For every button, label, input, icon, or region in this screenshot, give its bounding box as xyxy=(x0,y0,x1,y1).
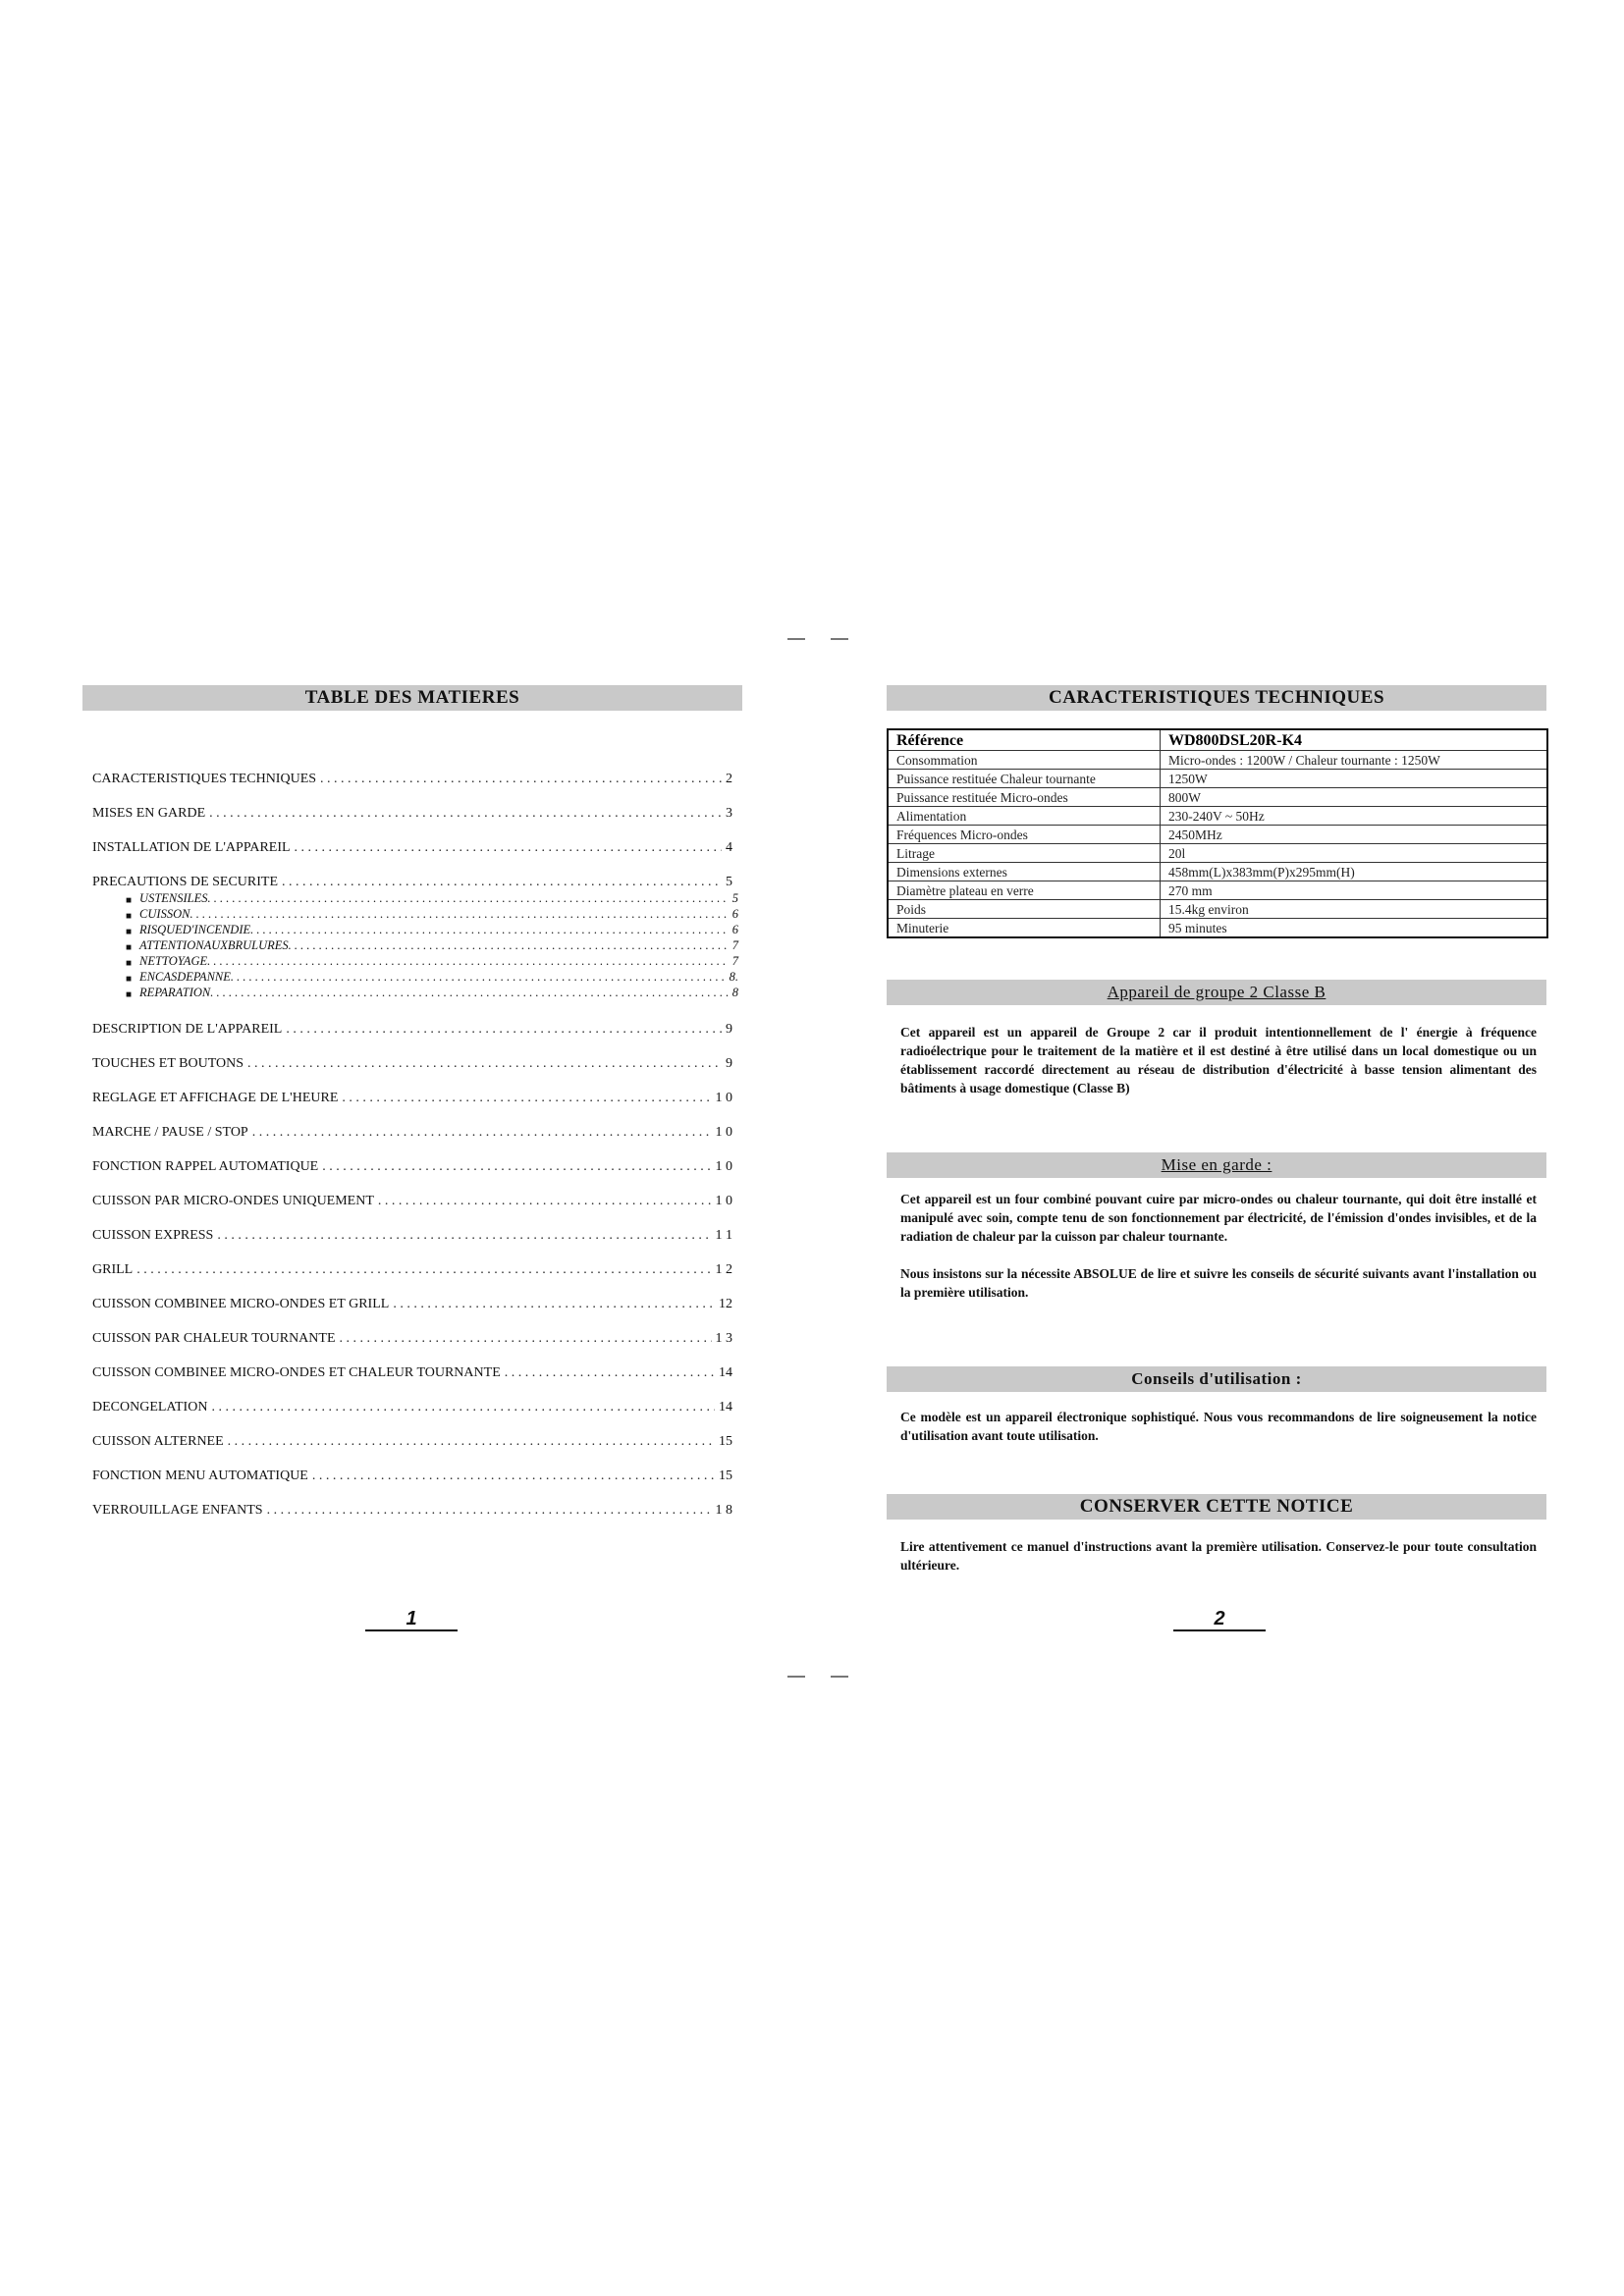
spec-row: Minuterie 95 minutes xyxy=(888,919,1547,938)
page-number: 2 xyxy=(1173,1608,1266,1631)
spec-row: Puissance restituée Chaleur tournante 1250W xyxy=(888,770,1547,788)
section-text: Lire attentivement ce manuel d'instructions avant la première utilisation. Conservez-le pour toute consultation ultérieure. xyxy=(900,1539,1537,1573)
section-text: Ce modèle est un appareil électronique sophistiqué. Nous vous recommandons de lire soigneusement la notice d'utilisation avant toute utilisation. xyxy=(900,1410,1537,1443)
section-heading: Mise en garde : xyxy=(887,1152,1546,1178)
toc-subentry: ■ USTENSILES . . . 5 xyxy=(126,891,738,906)
spec-row: Alimentation 230-240V ~ 50Hz xyxy=(888,807,1547,826)
toc-entry: CUISSON COMBINEE MICRO-ONDES ET GRILL . . . 12 xyxy=(92,1295,732,1312)
page-2 xyxy=(887,685,1546,1629)
toc-entry: MARCHE / PAUSE / STOP . . . 1 0 xyxy=(92,1123,732,1141)
toc-title: TABLE DES MATIERES xyxy=(82,685,742,711)
spec-row: Fréquences Micro-ondes 2450MHz xyxy=(888,826,1547,844)
toc-entry: DECONGELATION . . . 14 xyxy=(92,1398,732,1415)
toc-entry: CARACTERISTIQUES TECHNIQUES . . . 2 xyxy=(92,770,732,787)
toc-subentry: ■ ENCASDEPANNE . . . 8. xyxy=(126,970,738,985)
toc-entry: CUISSON EXPRESS . . . 1 1 xyxy=(92,1226,732,1244)
toc-entry: REGLAGE ET AFFICHAGE DE L'HEURE . . . 1 0 xyxy=(92,1089,732,1106)
toc-entry: VERROUILLAGE ENFANTS . . . 1 8 xyxy=(92,1501,732,1519)
spec-row: Référence WD800DSL20R-K4 xyxy=(888,729,1547,751)
toc-subentry: ■ RISQUED'INCENDIE . . . 6 xyxy=(126,923,738,937)
spec-row: Litrage 20l xyxy=(888,844,1547,863)
page-number: 1 xyxy=(365,1608,458,1631)
crop-mark xyxy=(787,1676,805,1678)
section-text: Cet appareil est un appareil de Groupe 2 car il produit intentionnellement de l' énergie à fréquence radioélectrique pour le traitement de la matière et il est destiné à être utilisé dans un local domestique ou un établissement raccordé directement au réseau de distribution d'électricité à basse tension alimentant des bâtiments à usage domestique (Classe B) xyxy=(900,1025,1537,1095)
crop-mark xyxy=(831,638,848,640)
spec-row: Poids 15.4kg environ xyxy=(888,900,1547,919)
page-1 xyxy=(82,685,742,1629)
toc-entry: PRECAUTIONS DE SECURITE . . . 5 xyxy=(92,873,732,890)
section-text: Cet appareil est un four combiné pouvant cuire par micro-ondes ou chaleur tournante, qui doit être installé et manipulé avec soin, compte tenu de son fonctionnement par électricité, de l'émission d'ondes invisibles, et de la radiation de chaleur par la cuisson par chaleur tournante. Nous insistons sur la nécessite ABSOLUE de lire et suivre les conseils de sécurité suivants avant l'installation ou la première utilisation. xyxy=(900,1192,1537,1300)
crop-mark xyxy=(787,638,805,640)
toc-entry: CUISSON PAR MICRO-ONDES UNIQUEMENT . . . 1 0 xyxy=(92,1192,732,1209)
section-heading: Appareil de groupe 2 Classe B xyxy=(887,980,1546,1005)
crop-mark xyxy=(831,1676,848,1678)
toc-entry: INSTALLATION DE L'APPAREIL . . . 4 xyxy=(92,838,732,856)
toc-entry: MISES EN GARDE . . . 3 xyxy=(92,804,732,822)
toc-entry: CUISSON ALTERNEE . . . 15 xyxy=(92,1432,732,1450)
toc-subentry: ■ CUISSON . . . 6 xyxy=(126,907,738,922)
toc-entry: TOUCHES ET BOUTONS . . . 9 xyxy=(92,1054,732,1072)
toc-entry: FONCTION MENU AUTOMATIQUE . . . 15 xyxy=(92,1467,732,1484)
toc-entry: DESCRIPTION DE L'APPAREIL . . . 9 xyxy=(92,1020,732,1038)
toc-subentry: ■ NETTOYAGE . . . 7 xyxy=(126,954,738,969)
spec-row: Puissance restituée Micro-ondes 800W xyxy=(888,788,1547,807)
toc-subentry: ■ REPARATION . . . 8 xyxy=(126,986,738,1000)
toc-entry: GRILL . . . 1 2 xyxy=(92,1260,732,1278)
spec-row: Consommation Micro-ondes : 1200W / Chaleur tournante : 1250W xyxy=(888,751,1547,770)
section-heading: CONSERVER CETTE NOTICE xyxy=(887,1494,1546,1520)
specs-title: CARACTERISTIQUES TECHNIQUES xyxy=(887,685,1546,711)
section-heading: Conseils d'utilisation : xyxy=(887,1366,1546,1392)
toc-entry: CUISSON PAR CHALEUR TOURNANTE . . . 1 3 xyxy=(92,1329,732,1347)
toc-subentry: ■ ATTENTIONAUXBRULURES . . . 7 xyxy=(126,938,738,953)
spec-table xyxy=(887,728,1548,938)
spec-row: Diamètre plateau en verre 270 mm xyxy=(888,881,1547,900)
toc-entry: FONCTION RAPPEL AUTOMATIQUE . . . 1 0 xyxy=(92,1157,732,1175)
spec-row: Dimensions externes 458mm(L)x383mm(P)x295mm(H) xyxy=(888,863,1547,881)
toc-entry: CUISSON COMBINEE MICRO-ONDES ET CHALEUR TOURNANTE . . . 14 xyxy=(92,1363,732,1381)
